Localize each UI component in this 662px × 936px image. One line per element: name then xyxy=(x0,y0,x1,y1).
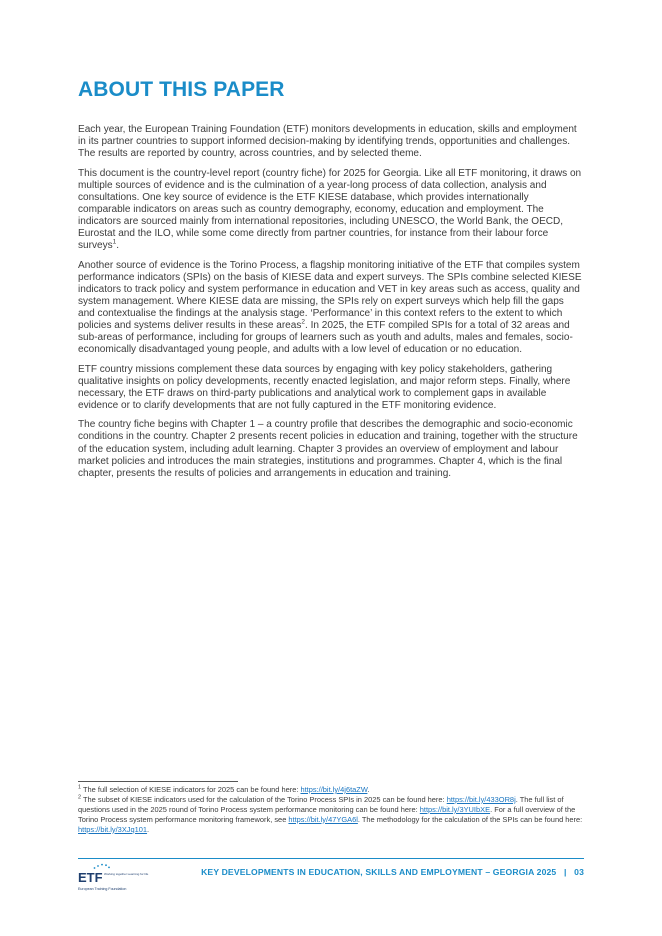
footnote-link-kiese[interactable]: https://bit.ly/4j6taZW xyxy=(300,785,368,794)
paragraph-torino-process xyxy=(78,260,583,356)
logo-org-name: European Training Foundation xyxy=(78,887,127,891)
paragraph-text: Another source of evidence is the Torino Process, a flagship monitoring initiative of the ETF that compiles system performance indicators (SPIs) on the basis of KIESE data and expert surveys. The SPIs combine selected KIESE indicators to track policy and system performance in education and VET in key areas such as access, quality and system management. Where KIESE data are missing, the SPIs rely on expert surveys which help fill the gaps and contextualise the findings at the analysis stage. ‘Performance’ in this context refers to the extent to which policies and systems deliver results in these areas xyxy=(78,259,582,331)
page-title: ABOUT THIS PAPER xyxy=(78,78,285,101)
logo-star xyxy=(108,867,110,869)
paragraph-country-report xyxy=(78,168,583,252)
footnote-text: . The methodology for the calculation of the SPIs can be found here: xyxy=(357,814,583,824)
body-text xyxy=(78,124,583,487)
logo-star xyxy=(94,867,96,869)
footnote-text: . For a full overview of the Torino Process system performance monitoring framework, see xyxy=(78,804,576,824)
footnote-number: 2 xyxy=(78,794,82,801)
footnote-number: 1 xyxy=(78,784,82,791)
footnote-link-spi-subset[interactable]: https://bit.ly/433OR8j xyxy=(446,794,516,804)
footnote-ref-2[interactable]: 2 xyxy=(301,318,305,326)
footnote-text: . The full list of questions used in the 2025 round of Torino Process system performance monitoring can be found here: xyxy=(78,794,564,814)
paragraph-end: . xyxy=(116,240,120,252)
paragraph-text-continued: . In 2025, the ETF compiled SPIs for a total of 32 areas and sub-areas of performance, including for groups of learners such as youth and adults, males and females, socio-economically disadvantaged young people, and adults with a low level of education or no education. xyxy=(78,319,573,355)
footnote-link-questions[interactable]: https://bit.ly/3YUIbXE xyxy=(419,804,491,814)
footnote-1 xyxy=(78,785,586,795)
footnote-text: The full selection of KIESE indicators for 2025 can be found here: xyxy=(81,785,301,794)
footnote-text: The subset of KIESE indicators used for the calculation of the Torino Process SPIs in 2025 can be found here: xyxy=(81,794,447,804)
paragraph-structure: The country fiche begins with Chapter 1 – a country profile that describes the demographic and socio-economic conditions in the country. Chapter 2 presents recent policies in education and training, together with the structure of the education system, including adult learning. Chapter 3 provides an overview of employment and labour market policies and introduces the main strategies, institutions and programmes. Chapter 4, which is the final chapter, presents the results of policies and arrangements in education and training. xyxy=(78,419,578,479)
logo-wordmark: ETF xyxy=(78,870,103,885)
footnote-link-methodology[interactable]: https://bit.ly/3XJq101 xyxy=(78,824,148,834)
footnotes xyxy=(78,785,586,835)
logo-star xyxy=(101,864,103,866)
logo-tagline: Working together Learning for life xyxy=(104,872,149,876)
footnote-end: . xyxy=(147,824,150,834)
paragraph-text: This document is the country-level report (country fiche) for 2025 for Georgia. Like all ETF monitoring, it draws on multiple sources of evidence and is the culmination of a year-long process of data collection, analysis and consultations. One key source of evidence is the ETF KIESE database, which provides internationally comparable indicators on areas such as country demography, economy, education and employment. The indicators are sourced mainly from international repositories, including UNESCO, the World Bank, the OECD, Eurostat and the ILO, while some come directly from partner countries, for instance from their labour force surveys xyxy=(78,167,582,252)
footer-separator xyxy=(78,858,584,859)
footnote-end: . xyxy=(367,785,370,794)
running-footer: KEY DEVELOPMENTS IN EDUCATION, SKILLS AND EMPLOYMENT – GEORGIA 2025 | 03 xyxy=(201,867,584,877)
paragraph-intro: Each year, the European Training Foundation (ETF) monitors developments in education, skills and employment in its partner countries to support informed decision-making by identifying trends, opportunities and challenges. The results are reported by country, across countries, and by selected theme. xyxy=(78,124,577,160)
logo-star xyxy=(105,864,107,866)
paragraph-country-missions: ETF country missions complement these data sources by engaging with key policy stakeholders, gathering qualitative insights on policy developments, recently enacted legislation, and major reform steps. Finally, where necessary, the ETF draws on third-party publications and analytical work to complement gaps in available evidence or to clarify developments that are not fully captured in the ETF monitoring evidence. xyxy=(78,363,571,411)
footnote-2 xyxy=(78,795,586,835)
footnote-separator xyxy=(78,781,238,782)
etf-logo xyxy=(78,862,149,896)
footnote-ref-1[interactable]: 1 xyxy=(112,238,117,246)
logo-star xyxy=(97,865,99,867)
footnote-link-framework[interactable]: https://bit.ly/47YGA6l xyxy=(288,814,358,824)
